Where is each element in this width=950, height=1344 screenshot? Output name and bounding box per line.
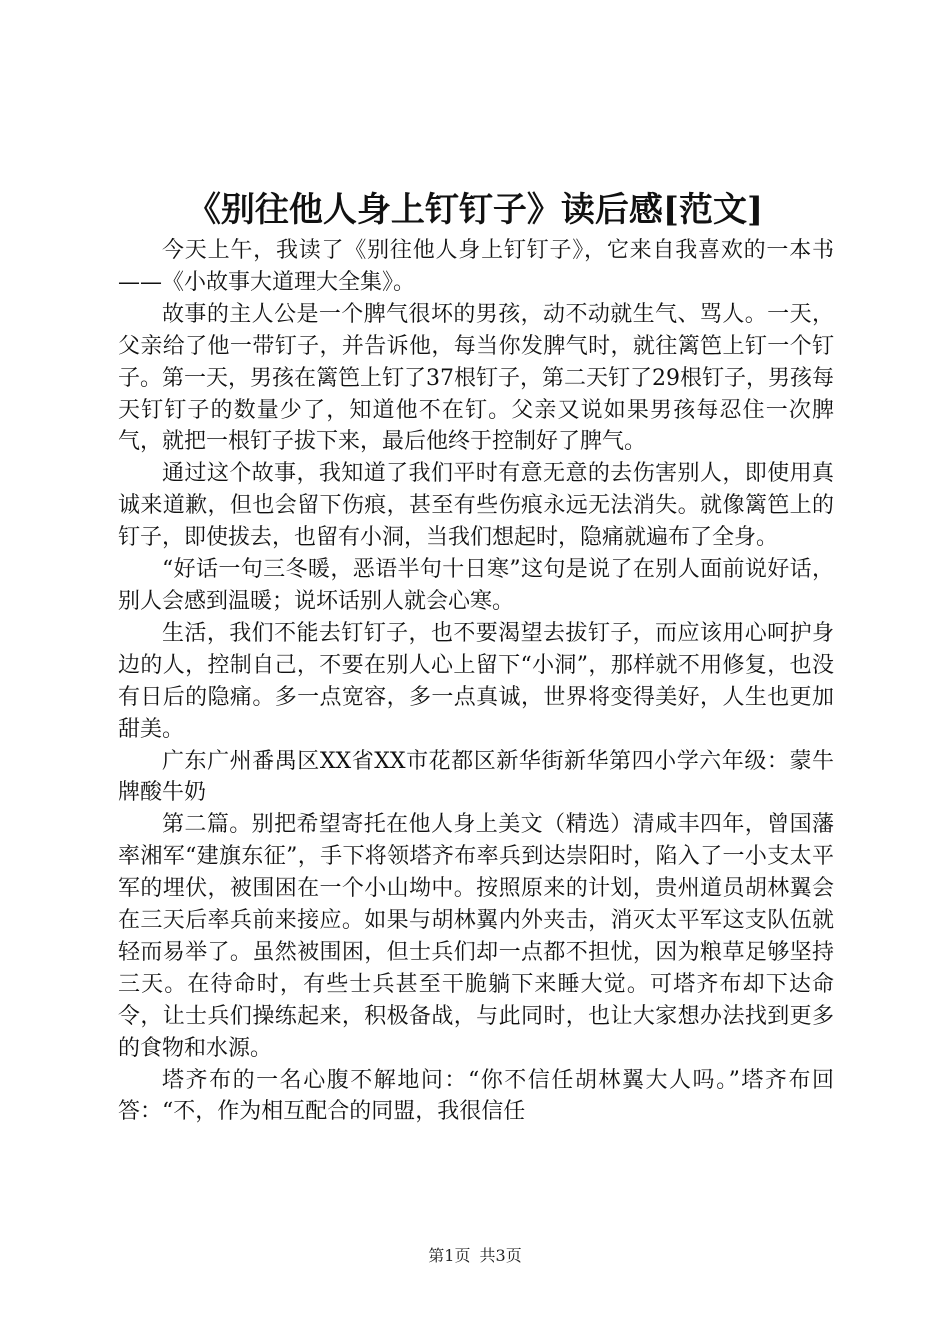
paragraph-5: 生活，我们不能去钉钉子，也不要渴望去拔钉子，而应该用心呵护身边的人，控制自己，不要在别人心上留下“小洞”，那样就不用修复，也没有日后的隐痛。多一点宽容，多一点真诚，世界将变得美好，人生也更加甜美。	[118, 620, 834, 742]
paragraph-7: 第二篇。别把希望寄托在他人身上美文（精选）清咸丰四年，曾国藩率湘军“建旗东征”，手下将领塔齐布率兵到达崇阳时，陷入了一小支太平军的埋伏，被围困在一个小山坳中。按照原来的计划，贵州道员胡林翼会在三天后率兵前来接应。如果与胡林翼内外夹击，消灭太平军这支队伍就轻而易举了。虽然被围困，但士兵们却一点都不担忧，因为粮草足够坚持三天。在待命时，有些士兵甚至干脆躺下来睡大觉。可塔齐布却下达命令，让士兵们操练起来，积极备战，与此同时，也让大家想办法找到更多的食物和水源。	[118, 812, 834, 1061]
paragraph-6: 广东广州番禺区XX省XX市花都区新华街新华第四小学六年级：蒙牛牌酸牛奶	[118, 748, 834, 806]
document-body	[118, 235, 834, 1128]
paragraph-3: 通过这个故事，我知道了我们平时有意无意的去伤害别人，即使用真诚来道歉，但也会留下伤痕，甚至有些伤痕永远无法消失。就像篱笆上的钉子，即使拔去，也留有小洞，当我们想起时，隐痛就遍布了全身。	[118, 461, 834, 551]
paragraph-4: “好话一句三冬暖，恶语半句十日寒”这句是说了在别人面前说好话，别人会感到温暖；说坏话别人就会心寒。	[118, 557, 834, 614]
page-footer	[0, 1245, 950, 1267]
document-title: 《别往他人身上钉钉子》读后感[范文]	[186, 190, 764, 230]
page-number: 第1页	[428, 1246, 471, 1265]
paragraph-8: 塔齐布的一名心腹不解地问：“你不信任胡林翼大人吗。”塔齐布回答：“不，作为相互配合的同盟，我很信任	[118, 1067, 834, 1125]
paragraph-2: 故事的主人公是一个脾气很坏的男孩，动不动就生气、骂人。一天，父亲给了他一带钉子，并告诉他，每当你发脾气时，就往篱笆上钉一个钉子。第一天，男孩在篱笆上钉了37根钉子，第二天钉了29根钉子，男孩每天钉钉子的数量少了，知道他不在钉。父亲又说如果男孩每忍住一次脾气，就把一根钉子拔下来，最后他终于控制好了脾气。	[118, 301, 834, 455]
page-total: 共3页	[479, 1246, 522, 1265]
paragraph-1: 今天上午，我读了《别往他人身上钉钉子》，它来自我喜欢的一本书——《小故事大道理大全集》。	[118, 238, 834, 295]
